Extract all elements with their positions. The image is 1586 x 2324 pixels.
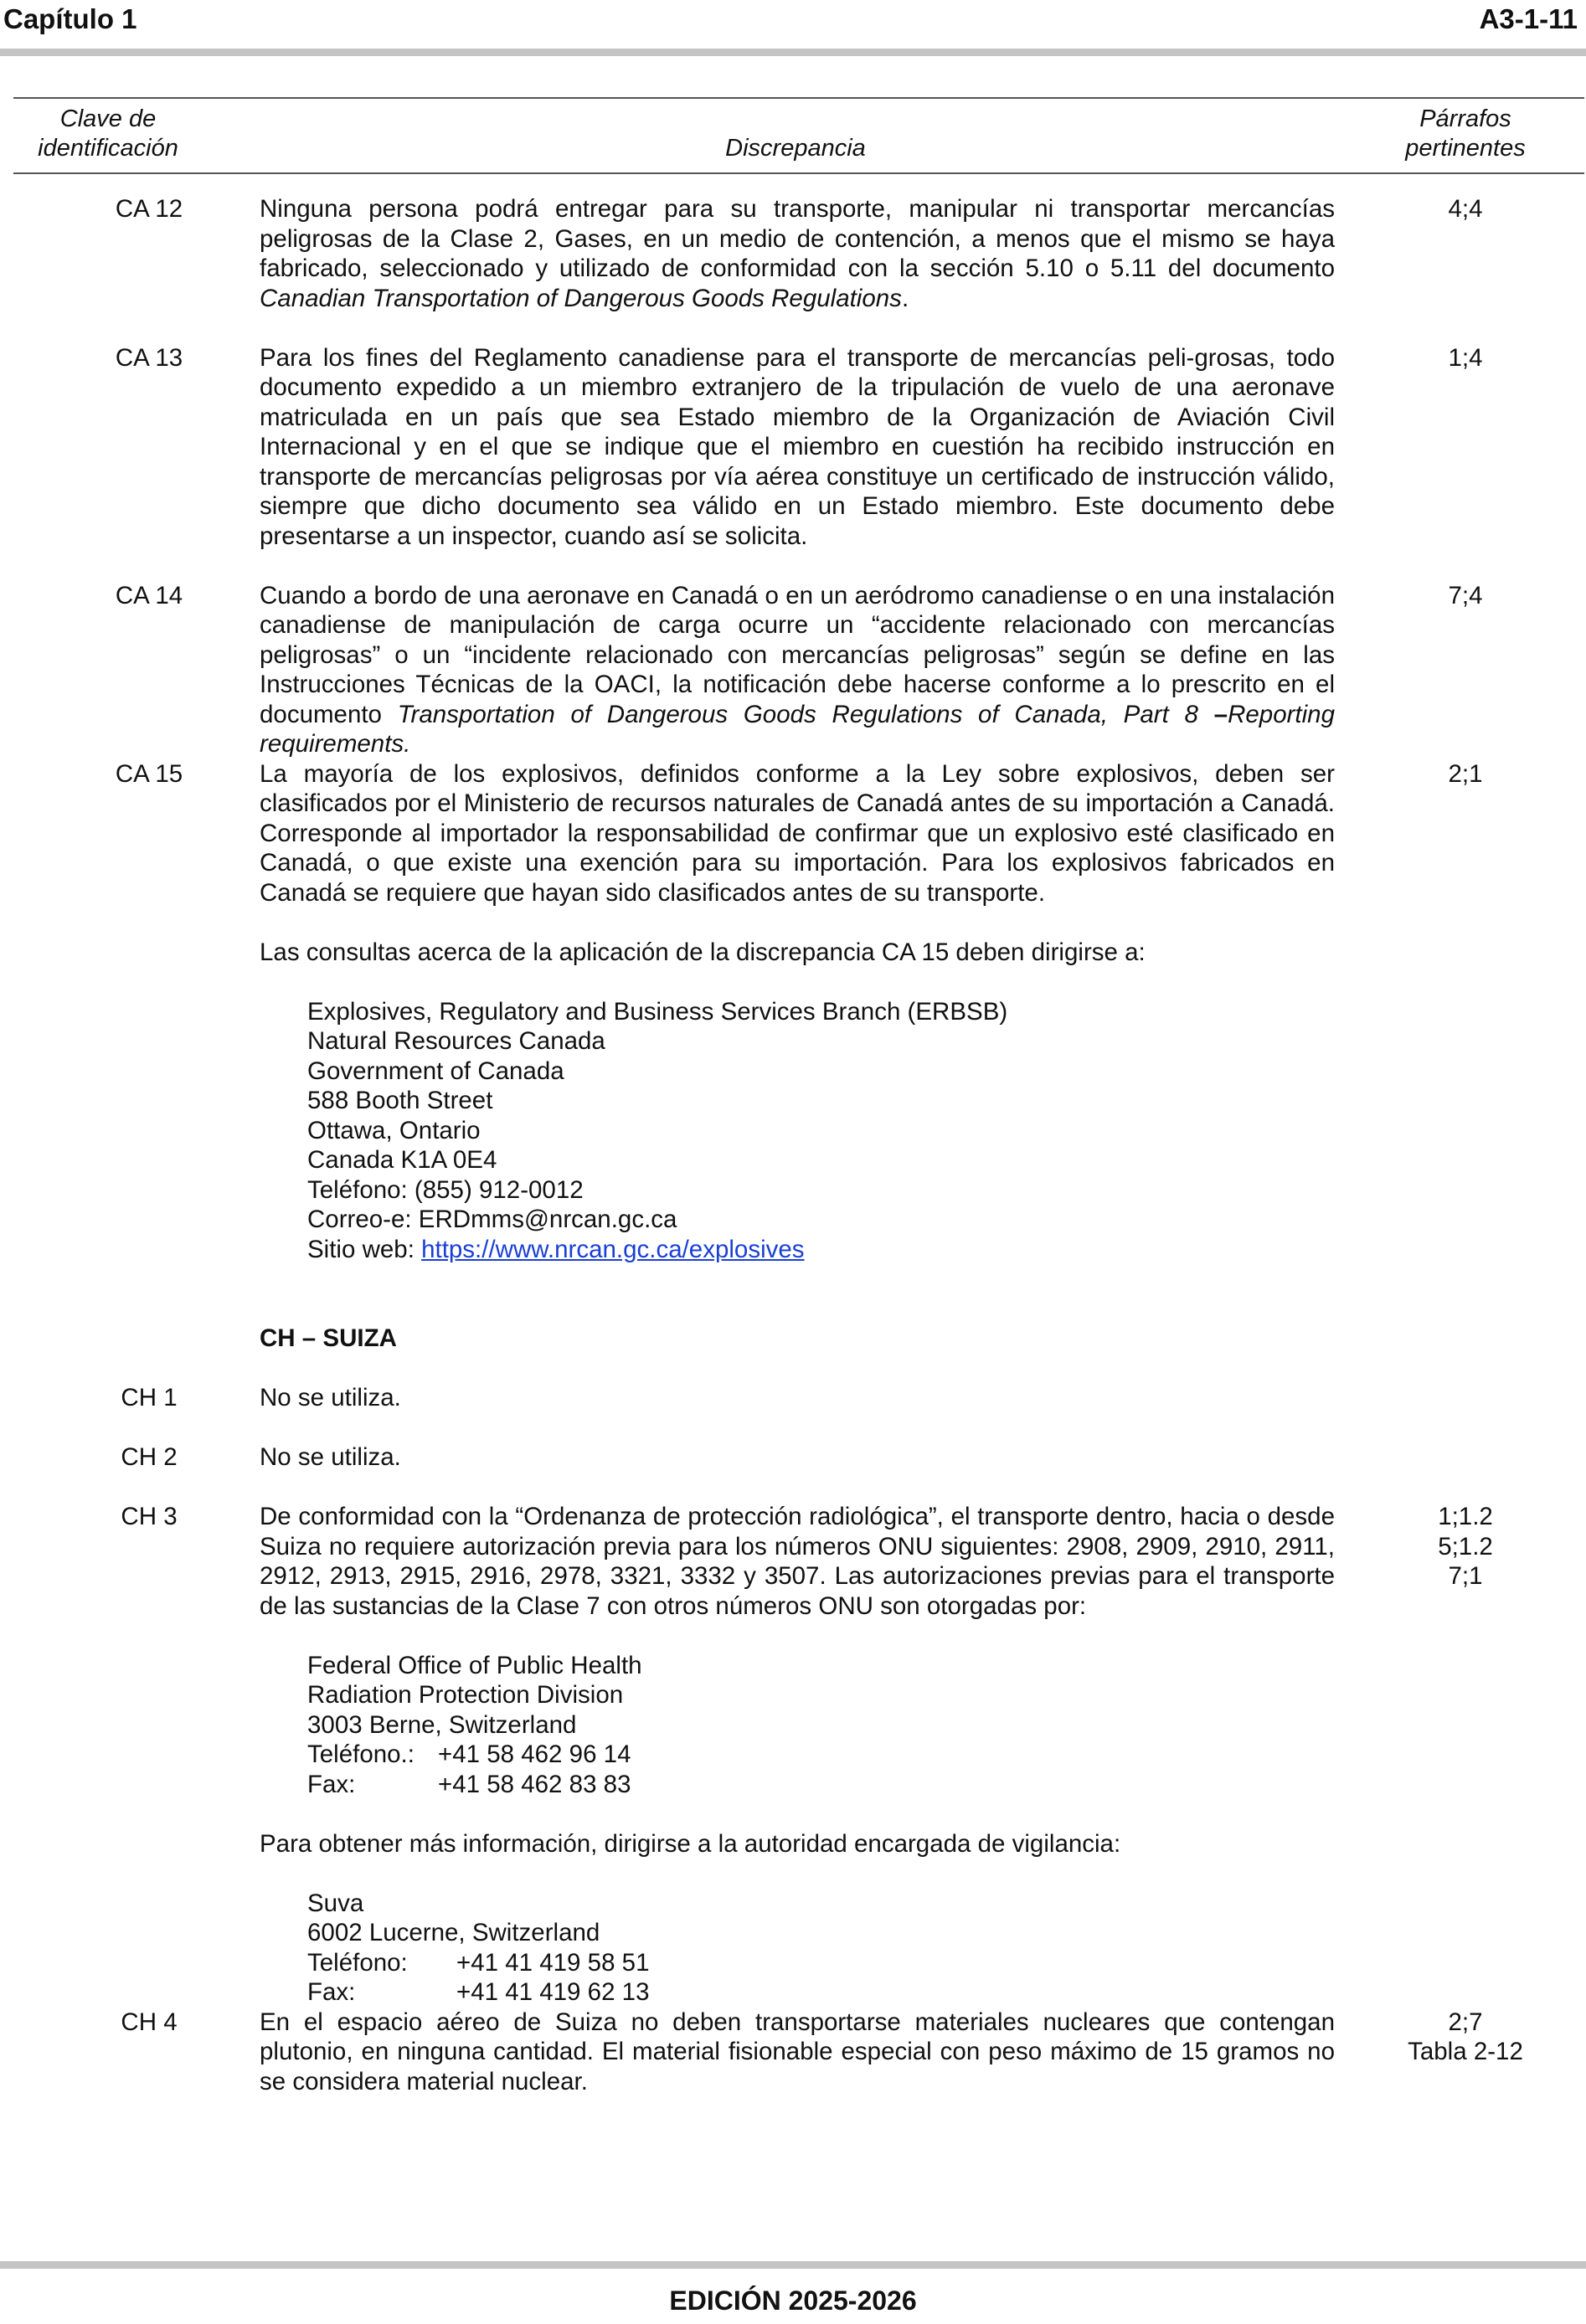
section-ch — [0, 1324, 1586, 1354]
entry-text: Para los fines del Reglamento canadiense para el transporte de mercancías peli-grosas, todo documento expedido a un miembro extranjero de la tripulación de vuelo de una aeronave matriculada en un país que sea Estado miembro de la Organización de Aviación Civil Internacional y en el que se indique que el miembro en cuestión ha recibido instrucción en transporte de mercancías peligrosas por vía aérea constituye un certificado de instrucción válido, siempre que dicho documento sea válido en un Estado miembro. Este documento debe presentarse a un inspector, cuando así se solicita. — [260, 343, 1335, 550]
entry-key: CA 15 — [115, 759, 183, 788]
entry-refs: 4;4 — [1448, 195, 1483, 223]
table-top-rule — [13, 97, 1584, 99]
ca15-address: Explosives, Regulatory and Business Services Branch (ERBSB) Natural Resources Canada Government of Canada 588 Booth Street Ottawa, Ontario Canada K1A 0E4 Teléfono: (855) 912-0012 Correo-e: ERDmms@nrcan.gc.ca Sitio web: https://www.nrcan.gc.ca/explosives — [307, 997, 1008, 1263]
ch3-address-suva: Suva 6002 Lucerne, Switzerland Teléfono: +41 41 419 58 51 Fax: +41 41 419 62 13 — [307, 1889, 650, 2006]
entry-key: CA 12 — [115, 195, 183, 223]
page-header — [0, 0, 1586, 54]
entry-ch2 — [0, 1442, 1586, 1473]
entry-refs: 1;1.2 5;1.2 7;1 — [1438, 1503, 1493, 1590]
entry-key: CH 3 — [121, 1503, 178, 1530]
column-header-refs — [1373, 105, 1558, 163]
column-header-discrepancy: Discrepancia — [725, 135, 866, 162]
ch3-address-foph: Federal Office of Public Health Radiation Protection Division 3003 Berne, Switzerland Teléfono.: +41 58 462 96 14 Fax: +41 58 462 83 83 — [307, 1651, 642, 1798]
chapter-label: Capítulo 1 — [3, 3, 137, 34]
column-header-key — [37, 105, 179, 163]
entry-ch3 — [0, 1502, 1586, 2008]
header-divider — [0, 49, 1586, 56]
entry-key: CA 14 — [115, 581, 183, 609]
entry-ca15 — [0, 759, 1586, 1265]
discrepancy-table — [0, 194, 1586, 2096]
entry-refs: 2;7 Tabla 2-12 — [1408, 2008, 1523, 2065]
section-title: CH – SUIZA — [260, 1324, 397, 1352]
page-number: A3-1-11 — [1479, 3, 1578, 34]
website-link[interactable]: https://www.nrcan.gc.ca/explosives — [421, 1235, 805, 1263]
column-header-refs-line1: Párrafos — [1419, 105, 1511, 132]
entry-refs: 2;1 — [1448, 759, 1483, 788]
entry-text: De conformidad con la “Ordenanza de protección radiológica”, el transporte dentro, hacia o desde Suiza no requiere autorización previa para los números ONU siguientes: 2908, 2909, 2910, 2911, 2912, 2913, 2915, 2916, 2978, 3321, 3332 y 3507. Las autorizaciones previas para el transporte de las sustancias de la Clase 7 con otros números ONU son otorgadas por: Federal Office of Public Health Radiation Protection Division 3003 Berne, Switzerland Teléfono.: +41 58 462 96 14 Fax: +41 58 462 83 83 Para obtener más información, dirigirse a la autoridad encargada de vigilancia: Suva 6002 Lucerne, Switzerland Teléfono: +41 41 419 58 51 Fax: +41 41 419 62 13 — [260, 1503, 1335, 2006]
entry-ca14 — [0, 581, 1586, 759]
table-header-rule — [13, 172, 1584, 174]
entry-ch4 — [0, 2008, 1586, 2097]
column-header-key-line2: identificación — [38, 135, 178, 162]
entry-ca13 — [0, 343, 1586, 552]
entry-key: CH 4 — [121, 2008, 178, 2036]
ca15-inquiry: Las consultas acerca de la aplicación de la discrepancia CA 15 deben dirigirse a: — [260, 938, 1146, 966]
entry-key: CA 13 — [115, 343, 183, 372]
entry-text: En el espacio aéreo de Suiza no deben transportarse materiales nucleares que contengan plutonio, en ninguna cantidad. El material fisionable especial con peso máximo de 15 gramos no se considera material nuclear. — [260, 2008, 1335, 2095]
column-header-key-line1: Clave de — [59, 105, 157, 132]
edition-label: EDICIÓN 2025-2026 — [669, 2285, 917, 2316]
entry-text: Ninguna persona podrá entregar para su transporte, manipular ni transportar mercancías peligrosas de la Clase 2, Gases, en un medio de contención, a menos que el mismo se haya fabricado, seleccionado y utilizado de conformidad con la sección 5.10 o 5.11 del documento Canadian Transportation of Dangerous Goods Regulations. — [260, 195, 1335, 312]
entry-refs: 7;4 — [1448, 581, 1483, 609]
entry-text: No se utiliza. — [260, 1443, 401, 1471]
entry-key: CH 1 — [121, 1384, 178, 1411]
column-header-refs-line2: pertinentes — [1405, 135, 1526, 162]
entry-ch1 — [0, 1383, 1586, 1413]
ch3-info: Para obtener más información, dirigirse a la autoridad encargada de vigilancia: — [260, 1829, 1121, 1858]
entry-refs: 1;4 — [1448, 343, 1483, 372]
entry-ca12 — [0, 194, 1586, 313]
footer-divider — [0, 2261, 1586, 2269]
entry-key: CH 2 — [121, 1443, 178, 1471]
entry-text: La mayoría de los explosivos, definidos conforme a la Ley sobre explosivos, deben ser clasificados por el Ministerio de recursos naturales de Canadá antes de su importación a Canadá. Corresponde al importador la responsabilidad de confirmar que un explosivo esté clasificado en Canadá, o que existe una exención para su importación. Para los explosivos fabricados en Canadá se requiere que hayan sido clasificados antes de su transporte. Las consultas acerca de la aplicación de la discrepancia CA 15 deben dirigirse a: Explosives, Regulatory and Business Services Branch (ERBSB) Natural Resources Canada Government of Canada 588 Booth Street Ottawa, Ontario Canada K1A 0E4 Teléfono: (855) 912-0012 Correo-e: ERDmms@nrcan.gc.ca Sitio web: https://www.nrcan.gc.ca/explosives — [260, 759, 1335, 1263]
entry-text: Cuando a bordo de una aeronave en Canadá o en un aeródromo canadiense o en una instalación canadiense de manipulación de carga ocurre un “accidente relacionado con mercancías peligrosas” o un “incidente relacionado con mercancías peligrosas” según se define en las Instrucciones Técnicas de la OACI, la notificación debe hacerse conforme a lo prescrito en el documento Transportation of Dangerous Goods Regulations of Canada, Part 8 –Reporting requirements. — [260, 581, 1335, 758]
entry-text: No se utiliza. — [260, 1384, 401, 1411]
